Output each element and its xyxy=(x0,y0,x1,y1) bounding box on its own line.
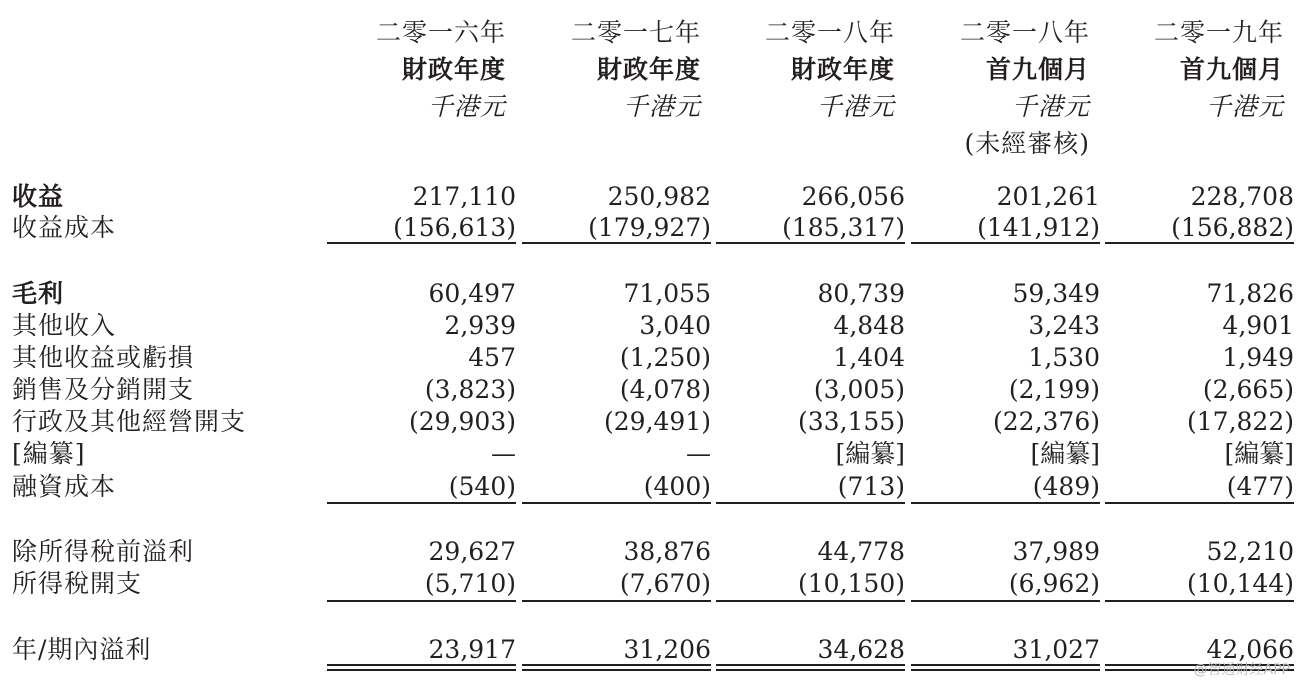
cell-value: 1,404 xyxy=(833,343,905,372)
subtotal-rule xyxy=(716,502,905,504)
cell-value: (10,144) xyxy=(1187,569,1294,598)
subtotal-rule xyxy=(911,242,1100,244)
column-unit: 千港元 xyxy=(816,92,895,121)
cell-value: (179,927) xyxy=(588,213,711,242)
cell-value: 201,261 xyxy=(996,182,1100,211)
subtotal-rule xyxy=(716,600,905,602)
column-note xyxy=(316,125,506,162)
row-label: [編纂] xyxy=(12,439,86,468)
column-period: 財政年度 xyxy=(401,55,506,84)
column-period: 財政年度 xyxy=(790,55,895,84)
cell-value: (3,823) xyxy=(424,375,516,404)
cell-value: (10,150) xyxy=(798,569,905,598)
cell-value: (5,710) xyxy=(424,569,516,598)
column-year: 二零一六年 xyxy=(375,18,506,47)
cell-value: 4,901 xyxy=(1222,311,1294,340)
column-unit: 千港元 xyxy=(427,92,506,121)
cell-value: (7,670) xyxy=(619,569,711,598)
column-year: 二零一七年 xyxy=(570,18,701,47)
watermark: @智通财经APP xyxy=(1193,662,1290,678)
cell-value: 457 xyxy=(468,343,516,372)
cell-value: 1,949 xyxy=(1222,343,1294,372)
column-period: 首九個月 xyxy=(985,55,1090,84)
cell-value: (2,199) xyxy=(1008,375,1100,404)
table-row xyxy=(12,535,1298,568)
table-row xyxy=(12,405,1298,438)
column-note: (未經審核) xyxy=(964,129,1090,158)
cell-value: (17,822) xyxy=(1187,407,1294,436)
subtotal-rule xyxy=(1105,600,1294,602)
column-header-2017 xyxy=(511,14,701,162)
cell-value: 266,056 xyxy=(801,182,905,211)
cell-value: 31,027 xyxy=(1012,635,1100,664)
cell-value: 3,243 xyxy=(1028,311,1100,340)
column-header-2019-9m xyxy=(1094,14,1284,162)
column-header-2018 xyxy=(705,14,895,162)
row-label: 年/期內溢利 xyxy=(12,635,152,664)
cell-value: (540) xyxy=(448,472,516,501)
column-note xyxy=(1094,125,1284,162)
row-label: 除所得稅前溢利 xyxy=(12,537,195,566)
cell-value: (29,491) xyxy=(604,407,711,436)
cell-value: [編纂] xyxy=(835,439,905,468)
subtotal-rule xyxy=(1105,502,1294,504)
table-row xyxy=(12,277,1298,310)
subtotal-rule xyxy=(911,600,1100,602)
subtotal-rule xyxy=(1105,242,1294,244)
cell-value: (1,250) xyxy=(619,343,711,372)
cell-value: 38,876 xyxy=(623,537,711,566)
cell-value: (400) xyxy=(643,472,711,501)
subtotal-rule xyxy=(327,242,516,244)
cell-value: 228,708 xyxy=(1190,182,1294,211)
column-unit: 千港元 xyxy=(1205,92,1284,121)
table-row xyxy=(12,437,1298,470)
table-row xyxy=(12,341,1298,374)
total-double-rule xyxy=(911,664,1100,671)
cell-value: (141,912) xyxy=(977,213,1100,242)
total-double-rule xyxy=(716,664,905,671)
cell-value: 2,939 xyxy=(444,311,516,340)
cell-value: 59,349 xyxy=(1012,279,1100,308)
cell-value: — xyxy=(686,439,711,468)
subtotal-rule xyxy=(716,242,905,244)
cell-value: [編纂] xyxy=(1224,439,1294,468)
cell-value: (2,665) xyxy=(1202,375,1294,404)
cell-value: 29,627 xyxy=(428,537,516,566)
cell-value: 60,497 xyxy=(428,279,516,308)
column-period: 首九個月 xyxy=(1179,55,1284,84)
cell-value: 34,628 xyxy=(817,635,905,664)
cell-value: (156,613) xyxy=(393,213,516,242)
subtotal-rule xyxy=(522,600,711,602)
row-label: 毛利 xyxy=(12,279,65,308)
column-year: 二零一八年 xyxy=(764,18,895,47)
cell-value: 42,066 xyxy=(1206,635,1294,664)
cell-value: (156,882) xyxy=(1171,213,1294,242)
table-row xyxy=(12,470,1298,503)
cell-value: 23,917 xyxy=(428,635,516,664)
table-row xyxy=(12,373,1298,406)
cell-value: 3,040 xyxy=(639,311,711,340)
row-label: 其他收益或虧損 xyxy=(12,343,195,372)
cell-value: 250,982 xyxy=(607,182,711,211)
total-double-rule xyxy=(522,664,711,671)
column-header-2018-9m xyxy=(900,14,1090,162)
cell-value: (6,962) xyxy=(1008,569,1100,598)
row-label: 收益成本 xyxy=(12,213,117,242)
cell-value: (33,155) xyxy=(798,407,905,436)
row-label: 所得稅開支 xyxy=(12,569,143,598)
row-label: 其他收入 xyxy=(12,311,117,340)
subtotal-rule xyxy=(327,502,516,504)
subtotal-rule xyxy=(522,502,711,504)
cell-value: [編纂] xyxy=(1030,439,1100,468)
cell-value: (713) xyxy=(837,472,905,501)
cell-value: (22,376) xyxy=(993,407,1100,436)
cell-value: 71,826 xyxy=(1206,279,1294,308)
table-row xyxy=(12,633,1298,666)
total-double-rule xyxy=(327,664,516,671)
table-row xyxy=(12,567,1298,600)
cell-value: (489) xyxy=(1032,472,1100,501)
column-year: 二零一八年 xyxy=(959,18,1090,47)
cell-value: 80,739 xyxy=(817,279,905,308)
cell-value: 44,778 xyxy=(817,537,905,566)
row-label: 收益 xyxy=(12,182,65,211)
column-year: 二零一九年 xyxy=(1153,18,1284,47)
column-unit: 千港元 xyxy=(622,92,701,121)
cell-value: (3,005) xyxy=(813,375,905,404)
cell-value: (477) xyxy=(1226,472,1294,501)
cell-value: (4,078) xyxy=(619,375,711,404)
cell-value: 37,989 xyxy=(1012,537,1100,566)
row-label: 行政及其他經營開支 xyxy=(12,407,247,436)
row-label: 銷售及分銷開支 xyxy=(12,375,195,404)
table-row xyxy=(12,211,1298,244)
column-unit: 千港元 xyxy=(1011,92,1090,121)
cell-value: 31,206 xyxy=(623,635,711,664)
subtotal-rule xyxy=(327,600,516,602)
cell-value: (29,903) xyxy=(409,407,516,436)
table-row xyxy=(12,309,1298,342)
row-label: 融資成本 xyxy=(12,472,117,501)
column-period: 財政年度 xyxy=(596,55,701,84)
cell-value: 217,110 xyxy=(412,182,516,211)
cell-value: 71,055 xyxy=(623,279,711,308)
cell-value: 4,848 xyxy=(833,311,905,340)
cell-value: (185,317) xyxy=(782,213,905,242)
subtotal-rule xyxy=(522,242,711,244)
table-row xyxy=(12,180,1298,213)
cell-value: — xyxy=(491,439,516,468)
cell-value: 52,210 xyxy=(1206,537,1294,566)
column-note xyxy=(705,125,895,162)
subtotal-rule xyxy=(911,502,1100,504)
column-note xyxy=(511,125,701,162)
column-header-2016 xyxy=(316,14,506,162)
cell-value: 1,530 xyxy=(1028,343,1100,372)
